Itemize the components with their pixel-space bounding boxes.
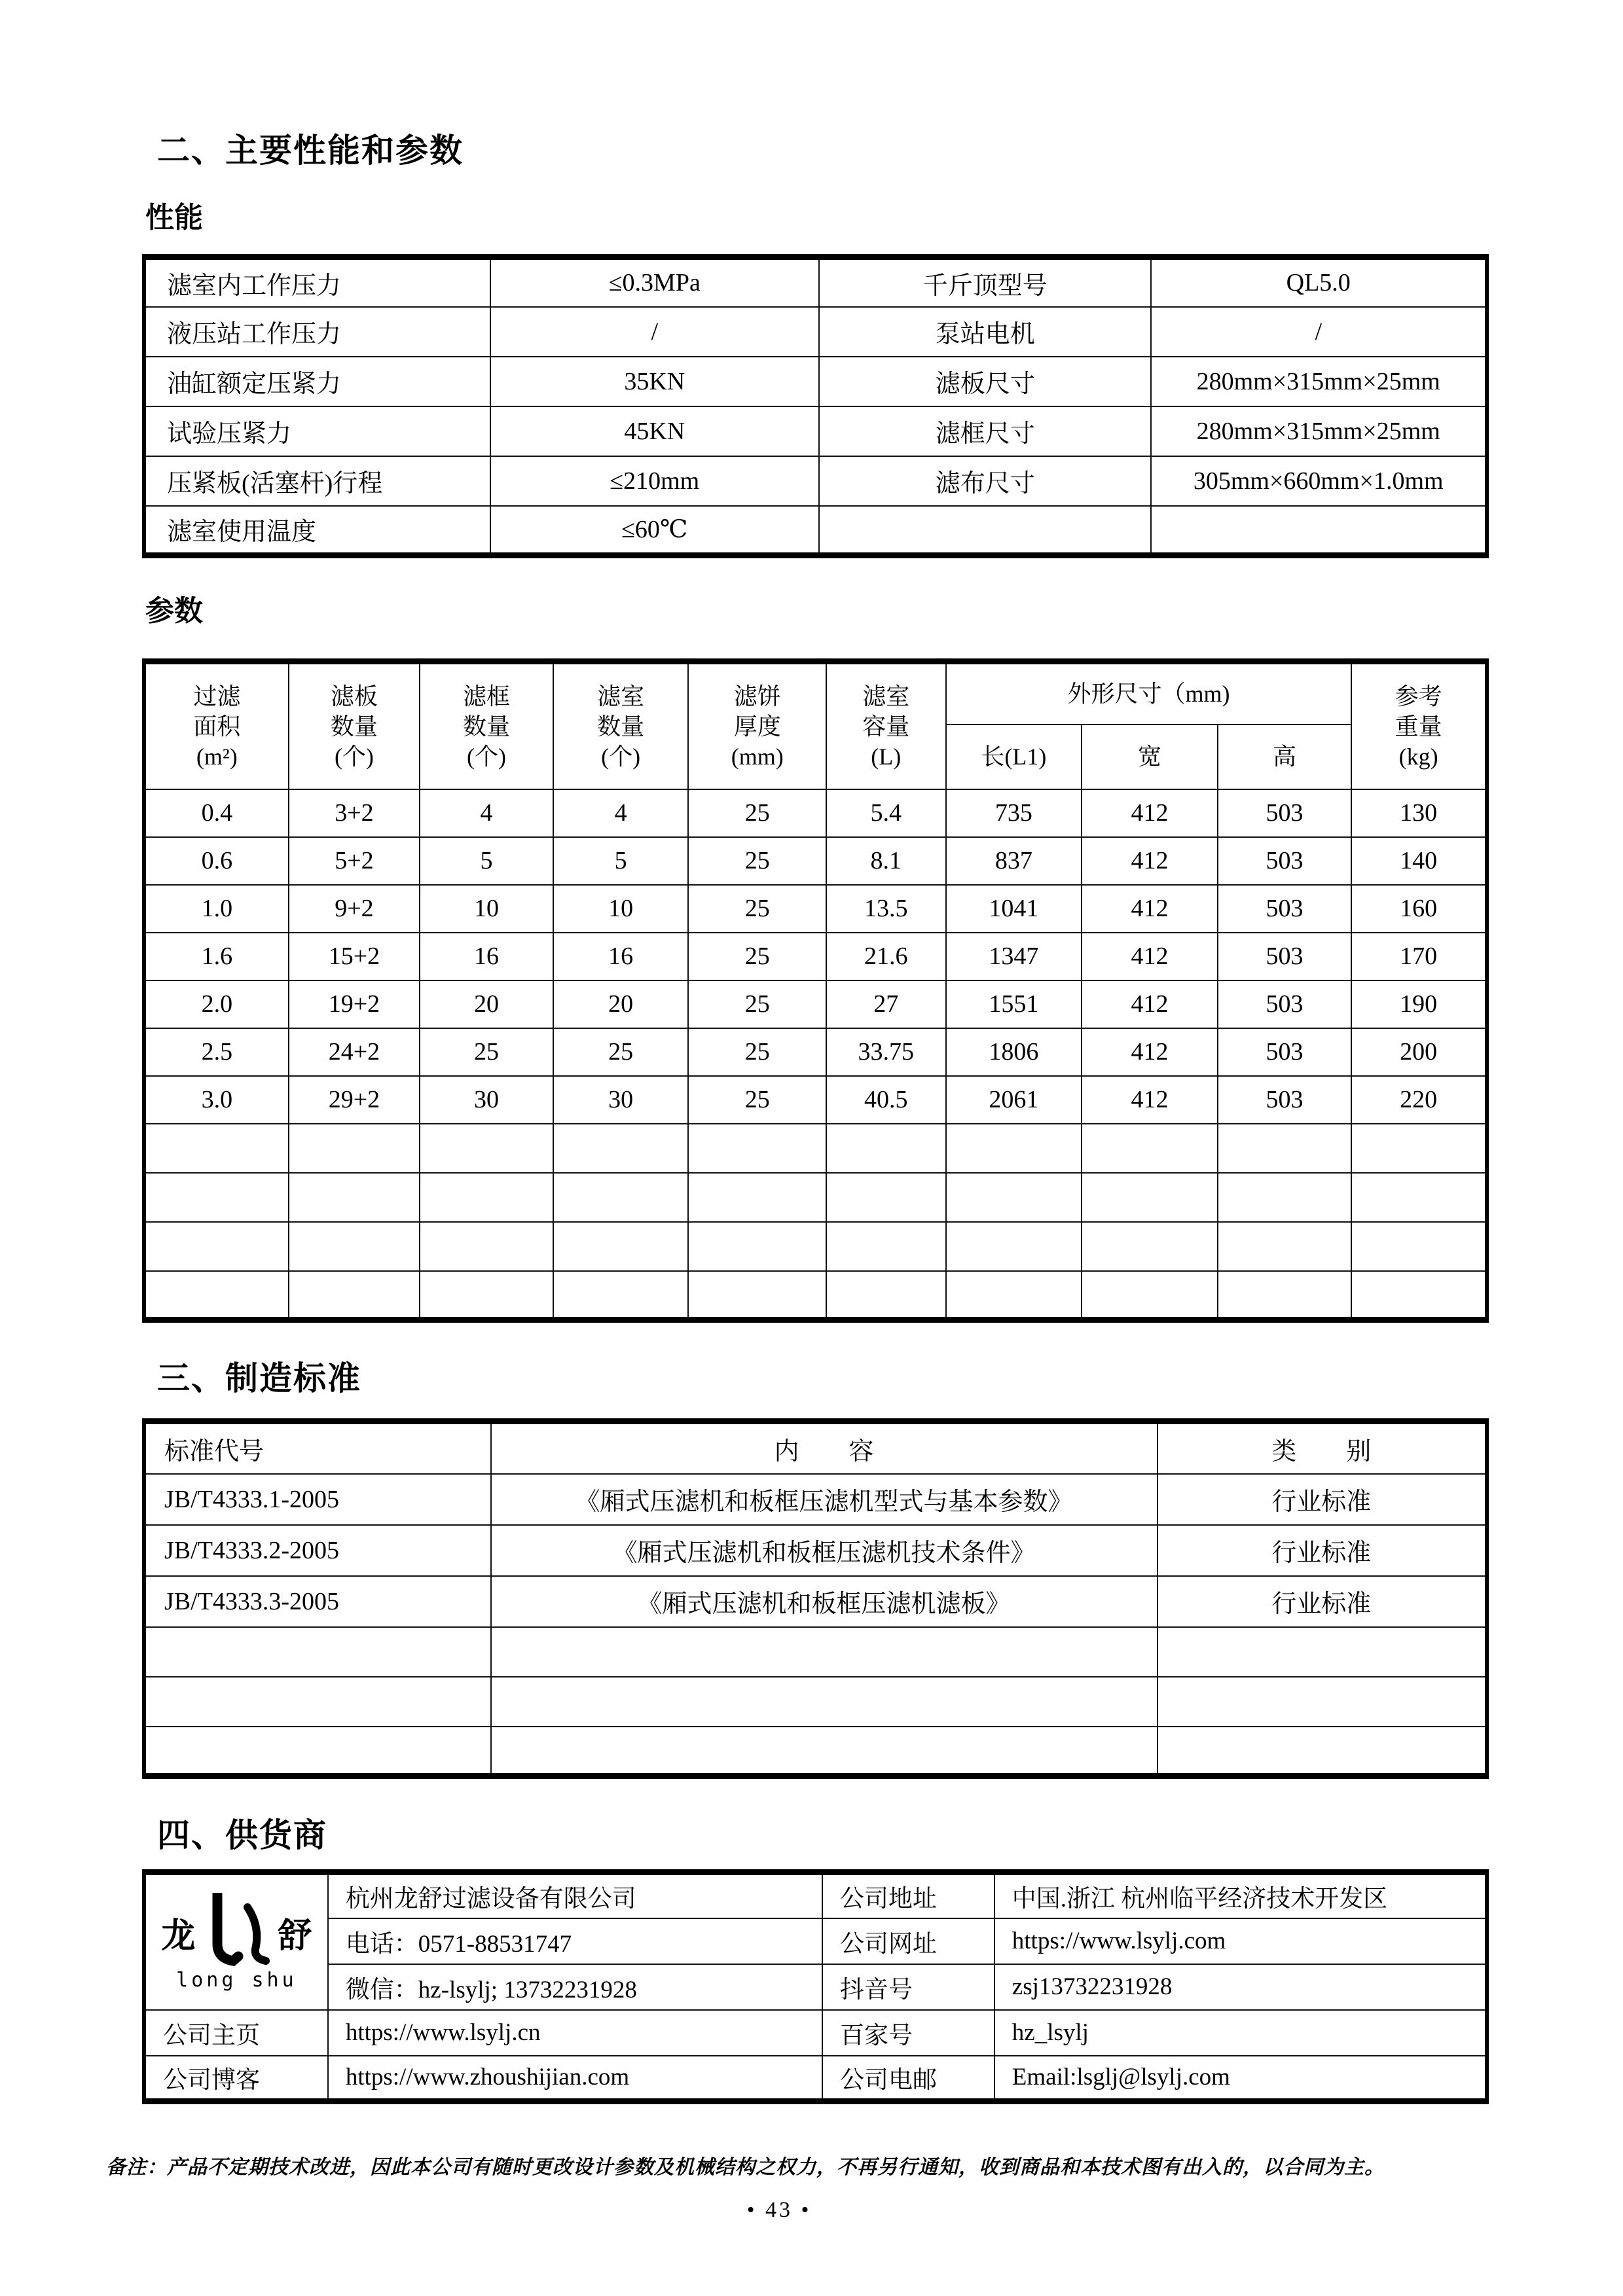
empty-cell	[420, 1124, 553, 1173]
empty-cell	[1218, 1271, 1352, 1320]
spec-label: 试验压紧力	[144, 406, 490, 456]
parameter-value: 503	[1218, 1028, 1352, 1076]
parameter-value: 5	[553, 837, 689, 885]
column-header: 滤室 数量 (个)	[553, 662, 689, 789]
section-title-supplier: 四、供货商	[157, 1817, 327, 1854]
empty-cell	[1082, 1173, 1218, 1222]
spec-value: QL5.0	[1151, 257, 1487, 307]
empty-cell	[946, 1173, 1082, 1222]
parameter-value: 170	[1351, 933, 1487, 980]
empty-cell	[1158, 1627, 1487, 1677]
parameter-value: 25	[688, 789, 826, 837]
spec-value: 35KN	[490, 357, 819, 406]
standard-content: 《厢式压滤机和板框压滤机滤板》	[491, 1576, 1158, 1627]
spec-label	[819, 506, 1151, 556]
empty-cell	[289, 1173, 420, 1222]
performance-row	[144, 357, 1487, 406]
empty-cell	[688, 1222, 826, 1271]
standard-code: JB/T4333.1-2005	[144, 1474, 491, 1525]
empty-cell	[946, 1271, 1082, 1320]
parameter-value: 200	[1351, 1028, 1487, 1076]
spec-value: 305mm×660mm×1.0mm	[1151, 456, 1487, 506]
company-field-label: 公司博客	[144, 2056, 328, 2102]
spec-label: 滤室使用温度	[144, 506, 490, 556]
parameter-value: 25	[688, 885, 826, 933]
empty-cell	[144, 1677, 491, 1727]
parameter-value: 25	[420, 1028, 553, 1076]
parameter-value: 412	[1082, 933, 1218, 980]
subtitle-performance: 性能	[145, 202, 203, 234]
spec-label: 千斤顶型号	[819, 257, 1151, 307]
spec-label: 滤框尺寸	[819, 406, 1151, 456]
footer-note: 备注：产品不定期技术改进，因此本公司有随时更改设计参数及机械结构之权力，不再另行通知，收到商品和本技术图有出入的，以合同为主。	[106, 2157, 1385, 2178]
parameter-value: 10	[420, 885, 553, 933]
empty-cell	[144, 1627, 491, 1677]
supplier-info-row	[144, 1964, 1487, 2010]
supplier-table	[142, 1869, 1489, 2104]
dimension-subheader: 长(L1)	[946, 725, 1082, 789]
parameter-value: 1.6	[144, 933, 289, 980]
column-header: 滤框 数量 (个)	[420, 662, 553, 789]
standards-data-row	[144, 1525, 1487, 1576]
empty-cell	[688, 1271, 826, 1320]
company-field-value: https://www.lsylj.cn	[328, 2010, 822, 2056]
spec-label: 泵站电机	[819, 307, 1151, 357]
parameter-value: 0.4	[144, 789, 289, 837]
parameter-value: 412	[1082, 1028, 1218, 1076]
empty-cell	[420, 1271, 553, 1320]
empty-cell	[1351, 1271, 1487, 1320]
company-logo	[146, 1893, 327, 1992]
parameter-value: 1041	[946, 885, 1082, 933]
empty-cell	[553, 1222, 689, 1271]
spec-value: 280mm×315mm×25mm	[1151, 357, 1487, 406]
performance-row	[144, 307, 1487, 357]
company-field-label: 百家号	[822, 2010, 994, 2056]
parameters-empty-row	[144, 1124, 1487, 1173]
parameter-value: 190	[1351, 980, 1487, 1028]
parameter-value: 13.5	[826, 885, 946, 933]
section-title-performance-and-parameters: 二、主要性能和参数	[157, 132, 464, 169]
empty-cell	[1218, 1173, 1352, 1222]
parameter-value: 25	[688, 980, 826, 1028]
spec-label: 滤布尺寸	[819, 456, 1151, 506]
parameter-value: 30	[553, 1076, 689, 1124]
parameter-value: 412	[1082, 885, 1218, 933]
column-header: 标准代号	[144, 1422, 491, 1474]
column-header: 滤板 数量 (个)	[289, 662, 420, 789]
standard-content: 《厢式压滤机和板框压滤机型式与基本参数》	[491, 1474, 1158, 1525]
parameter-value: 3.0	[144, 1076, 289, 1124]
company-field-value: hz_lsylj	[994, 2010, 1487, 2056]
parameter-value: 503	[1218, 885, 1352, 933]
standard-content: 《厢式压滤机和板框压滤机技术条件》	[491, 1525, 1158, 1576]
parameter-value: 21.6	[826, 933, 946, 980]
parameters-header-row	[144, 662, 1487, 725]
parameter-value: 15+2	[289, 933, 420, 980]
company-field-label: 公司地址	[822, 1873, 994, 1918]
spec-label: 滤室内工作压力	[144, 257, 490, 307]
column-header: 过滤 面积 (m²)	[144, 662, 289, 789]
empty-cell	[946, 1222, 1082, 1271]
empty-cell	[289, 1271, 420, 1320]
parameter-value: 1.0	[144, 885, 289, 933]
performance-row	[144, 257, 1487, 307]
logo-char-shu: 舒	[278, 1918, 312, 1956]
parameter-value: 27	[826, 980, 946, 1028]
parameters-data-row	[144, 1076, 1487, 1124]
parameter-value: 1551	[946, 980, 1082, 1028]
standards-header-row	[144, 1422, 1487, 1474]
company-info-value: 电话：0571-88531747	[328, 1918, 822, 1964]
empty-cell	[144, 1271, 289, 1320]
parameter-value: 25	[553, 1028, 689, 1076]
column-header: 滤饼 厚度 (mm)	[688, 662, 826, 789]
empty-cell	[553, 1124, 689, 1173]
company-field-value: https://www.lsylj.com	[994, 1918, 1487, 1964]
logo-latin-text: long shu	[176, 1968, 297, 1992]
empty-cell	[1082, 1271, 1218, 1320]
empty-cell	[688, 1173, 826, 1222]
parameter-value: 735	[946, 789, 1082, 837]
spec-label: 液压站工作压力	[144, 307, 490, 357]
company-field-label: 抖音号	[822, 1964, 994, 2010]
performance-row	[144, 406, 1487, 456]
spec-value: ≤210mm	[490, 456, 819, 506]
spec-value: ≤0.3MPa	[490, 257, 819, 307]
parameter-value: 25	[688, 1076, 826, 1124]
parameters-data-row	[144, 980, 1487, 1028]
parameter-value: 30	[420, 1076, 553, 1124]
company-info-value: 微信：hz-lsylj; 13732231928	[328, 1964, 822, 2010]
empty-cell	[826, 1173, 946, 1222]
empty-cell	[289, 1124, 420, 1173]
section-title-manufacturing-standards: 三、制造标准	[157, 1360, 361, 1397]
standards-data-row	[144, 1576, 1487, 1627]
parameter-value: 16	[420, 933, 553, 980]
subtitle-parameters: 参数	[145, 595, 203, 627]
parameters-data-row	[144, 885, 1487, 933]
empty-cell	[289, 1222, 420, 1271]
dimensions-group-header: 外形尺寸（mm)	[946, 662, 1352, 725]
empty-cell	[420, 1173, 553, 1222]
parameter-value: 20	[420, 980, 553, 1028]
parameter-value: 412	[1082, 980, 1218, 1028]
company-field-value: zsj13732231928	[994, 1964, 1487, 2010]
parameter-value: 10	[553, 885, 689, 933]
parameter-value: 503	[1218, 837, 1352, 885]
parameters-data-row	[144, 933, 1487, 980]
standards-table	[142, 1418, 1489, 1779]
empty-cell	[1351, 1124, 1487, 1173]
parameter-value: 503	[1218, 1076, 1352, 1124]
supplier-link-row	[144, 2056, 1487, 2102]
empty-cell	[491, 1727, 1158, 1776]
company-field-label: 公司电邮	[822, 2056, 994, 2102]
empty-cell	[826, 1222, 946, 1271]
dimension-subheader: 高	[1218, 725, 1352, 789]
parameter-value: 5+2	[289, 837, 420, 885]
empty-cell	[1082, 1124, 1218, 1173]
parameter-value: 19+2	[289, 980, 420, 1028]
parameter-value: 16	[553, 933, 689, 980]
standard-code: JB/T4333.2-2005	[144, 1525, 491, 1576]
company-logo-cell	[144, 1873, 328, 2010]
parameter-value: 5	[420, 837, 553, 885]
parameter-value: 25	[688, 1028, 826, 1076]
performance-row	[144, 456, 1487, 506]
spec-value: 45KN	[490, 406, 819, 456]
spec-value	[1151, 506, 1487, 556]
column-header: 内 容	[491, 1422, 1158, 1474]
parameter-value: 2.5	[144, 1028, 289, 1076]
parameter-value: 1806	[946, 1028, 1082, 1076]
empty-cell	[1351, 1222, 1487, 1271]
parameter-value: 837	[946, 837, 1082, 885]
empty-cell	[1158, 1677, 1487, 1727]
parameter-value: 29+2	[289, 1076, 420, 1124]
parameter-value: 9+2	[289, 885, 420, 933]
company-field-value: Email:lsglj@lsylj.com	[994, 2056, 1487, 2102]
empty-cell	[553, 1271, 689, 1320]
parameter-value: 4	[553, 789, 689, 837]
company-field-label: 公司网址	[822, 1918, 994, 1964]
standard-category: 行业标准	[1158, 1525, 1487, 1576]
parameter-value: 160	[1351, 885, 1487, 933]
parameter-value: 25	[688, 837, 826, 885]
empty-cell	[826, 1124, 946, 1173]
parameters-table	[142, 658, 1489, 1323]
performance-row	[144, 506, 1487, 556]
parameters-data-row	[144, 789, 1487, 837]
parameters-empty-row	[144, 1271, 1487, 1320]
parameter-value: 220	[1351, 1076, 1487, 1124]
parameter-value: 503	[1218, 980, 1352, 1028]
company-field-value: https://www.zhoushijian.com	[328, 2056, 822, 2102]
parameter-value: 503	[1218, 933, 1352, 980]
parameter-value: 3+2	[289, 789, 420, 837]
parameter-value: 25	[688, 933, 826, 980]
spec-value: ≤60℃	[490, 506, 819, 556]
logo-brushstroke-icon	[198, 1893, 275, 1973]
parameter-value: 1347	[946, 933, 1082, 980]
parameter-value: 8.1	[826, 837, 946, 885]
parameter-value: 412	[1082, 837, 1218, 885]
parameter-value: 2061	[946, 1076, 1082, 1124]
company-info-value: 杭州龙舒过滤设备有限公司	[328, 1873, 822, 1918]
parameter-value: 412	[1082, 1076, 1218, 1124]
parameter-value: 412	[1082, 789, 1218, 837]
empty-cell	[688, 1124, 826, 1173]
standards-empty-row	[144, 1727, 1487, 1776]
empty-cell	[1218, 1124, 1352, 1173]
empty-cell	[1082, 1222, 1218, 1271]
dimension-subheader: 宽	[1082, 725, 1218, 789]
empty-cell	[826, 1271, 946, 1320]
parameter-value: 0.6	[144, 837, 289, 885]
spec-label: 压紧板(活塞杆)行程	[144, 456, 490, 506]
company-field-label: 公司主页	[144, 2010, 328, 2056]
parameter-value: 130	[1351, 789, 1487, 837]
parameter-value: 24+2	[289, 1028, 420, 1076]
standard-code: JB/T4333.3-2005	[144, 1576, 491, 1627]
standards-data-row	[144, 1474, 1487, 1525]
empty-cell	[420, 1222, 553, 1271]
performance-table	[142, 254, 1489, 558]
empty-cell	[1218, 1222, 1352, 1271]
empty-cell	[144, 1727, 491, 1776]
column-header: 滤室 容量 (L)	[826, 662, 946, 789]
spec-value: /	[490, 307, 819, 357]
empty-cell	[491, 1627, 1158, 1677]
empty-cell	[946, 1124, 1082, 1173]
company-field-value: 中国.浙江 杭州临平经济技术开发区	[994, 1873, 1487, 1918]
standards-empty-row	[144, 1627, 1487, 1677]
supplier-link-row	[144, 2010, 1487, 2056]
parameters-empty-row	[144, 1173, 1487, 1222]
empty-cell	[1158, 1727, 1487, 1776]
supplier-info-row	[144, 1918, 1487, 1964]
standard-category: 行业标准	[1158, 1474, 1487, 1525]
empty-cell	[144, 1173, 289, 1222]
empty-cell	[491, 1677, 1158, 1727]
empty-cell	[1351, 1173, 1487, 1222]
standard-category: 行业标准	[1158, 1576, 1487, 1627]
parameter-value: 33.75	[826, 1028, 946, 1076]
parameter-value: 5.4	[826, 789, 946, 837]
parameter-value: 20	[553, 980, 689, 1028]
parameter-value: 503	[1218, 789, 1352, 837]
empty-cell	[144, 1124, 289, 1173]
spec-value: /	[1151, 307, 1487, 357]
parameters-data-row	[144, 1028, 1487, 1076]
parameters-data-row	[144, 837, 1487, 885]
empty-cell	[553, 1173, 689, 1222]
spec-label: 滤板尺寸	[819, 357, 1151, 406]
page-number: • 43 •	[746, 2198, 812, 2222]
column-header: 类 别	[1158, 1422, 1487, 1474]
supplier-info-row	[144, 1873, 1487, 1918]
logo-char-long: 龙	[161, 1918, 196, 1956]
parameters-empty-row	[144, 1222, 1487, 1271]
logo-characters	[161, 1893, 312, 1973]
spec-value: 280mm×315mm×25mm	[1151, 406, 1487, 456]
parameter-value: 40.5	[826, 1076, 946, 1124]
parameter-value: 2.0	[144, 980, 289, 1028]
standards-empty-row	[144, 1677, 1487, 1727]
parameter-value: 140	[1351, 837, 1487, 885]
parameter-value: 4	[420, 789, 553, 837]
spec-label: 油缸额定压紧力	[144, 357, 490, 406]
weight-column-header: 参考 重量 (kg)	[1351, 662, 1487, 789]
empty-cell	[144, 1222, 289, 1271]
